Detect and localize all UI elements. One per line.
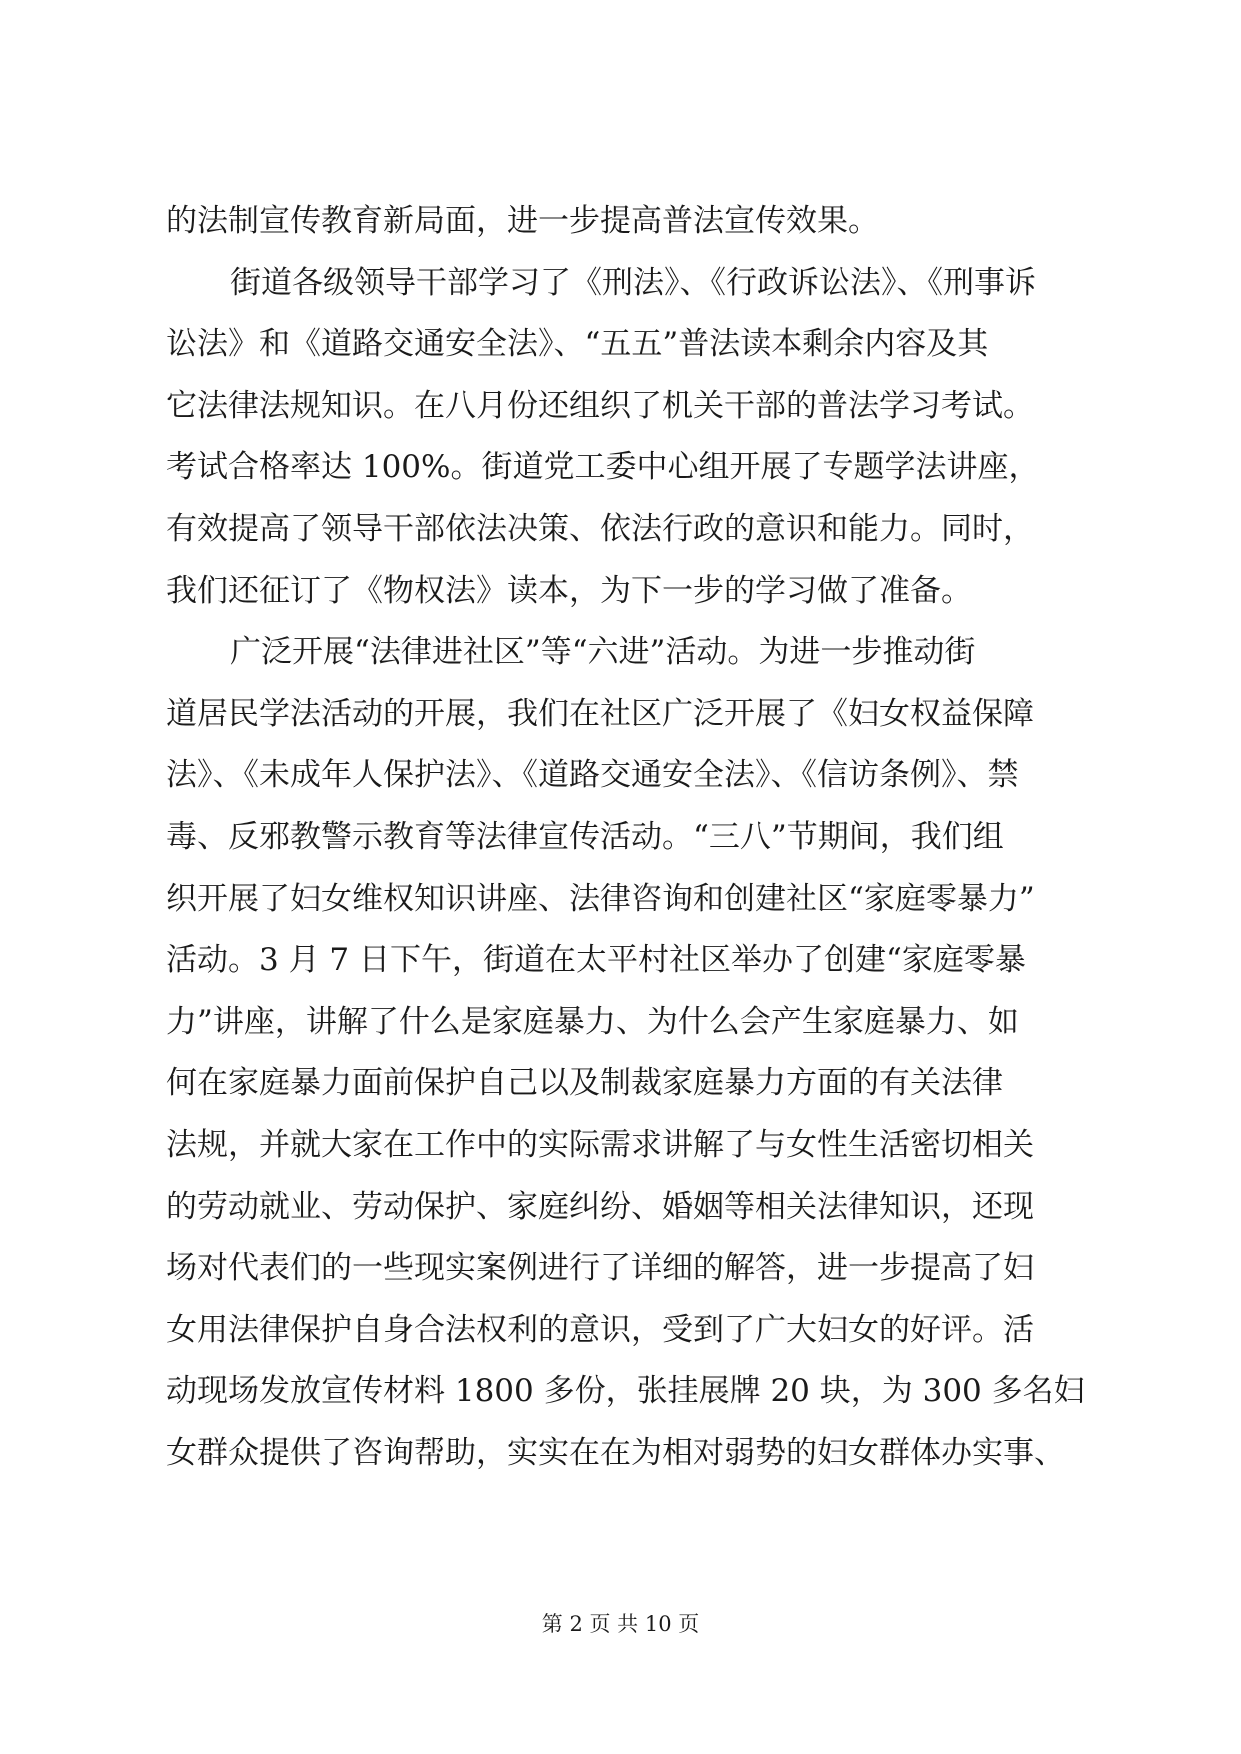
text-line: 的劳动就业、劳动保护、家庭纠纷、婚姻等相关法律知识，还现: [166, 1188, 1034, 1225]
text-line: 毒、反邪教警示教育等法律宣传活动。“三八”节期间，我们组: [166, 818, 1004, 855]
page-footer: 第 2 页 共 10 页: [541, 1612, 700, 1636]
text-line: 活动。3 月 7 日下午，街道在太平村社区举办了创建“家庭零暴: [166, 942, 1026, 979]
text-line: 织开展了妇女维权知识讲座、法律咨询和创建社区“家庭零暴力”: [166, 880, 1035, 917]
text-line: 动现场发放宣传材料 1800 多份，张挂展牌 20 块，为 300 多名妇: [166, 1373, 1085, 1410]
text-line: 场对代表们的一些现实案例进行了详细的解答，进一步提高了妇: [166, 1250, 1034, 1287]
text-line: 力”讲座，讲解了什么是家庭暴力、为什么会产生家庭暴力、如: [166, 1003, 1019, 1040]
text-line: 广泛开展“法律进社区”等“六进”活动。为进一步推动街: [230, 634, 976, 671]
text-line: 何在家庭暴力面前保护自己以及制裁家庭暴力方面的有关法律: [166, 1065, 1003, 1102]
text-line: 的法制宣传教育新局面，进一步提高普法宣传效果。: [166, 203, 879, 239]
text-line: 考试合格率达 100%。街道党工委中心组开展了专题学法讲座，: [166, 449, 1040, 486]
text-line: 法》、《未成年人保护法》、《道路交通安全法》、《信访条例》、禁: [166, 757, 1019, 794]
text-line: 讼法》和《道路交通安全法》、“五五”普法读本剩余内容及其: [166, 326, 989, 363]
text-line: 街道各级领导干部学习了《刑法》、《行政诉讼法》、《刑事诉: [230, 264, 1036, 301]
text-line: 女群众提供了咨询帮助，实实在在为相对弱势的妇女群体办实事、: [166, 1434, 1065, 1471]
text-line: 法规，并就大家在工作中的实际需求讲解了与女性生活密切相关: [166, 1126, 1034, 1163]
text-line: 道居民学法活动的开展，我们在社区广泛开展了《妇女权益保障: [166, 695, 1034, 732]
text-line: 女用法律保护自身合法权利的意识，受到了广大妇女的好评。活: [166, 1311, 1034, 1348]
text-line: 有效提高了领导干部依法决策、依法行政的意识和能力。同时，: [166, 510, 1034, 547]
text-line: 它法律法规知识。在八月份还组织了机关干部的普法学习考试。: [166, 387, 1034, 424]
body-text: [166, 191, 1086, 1484]
text-line: 我们还征订了《物权法》读本，为下一步的学习做了准备。: [166, 572, 972, 609]
